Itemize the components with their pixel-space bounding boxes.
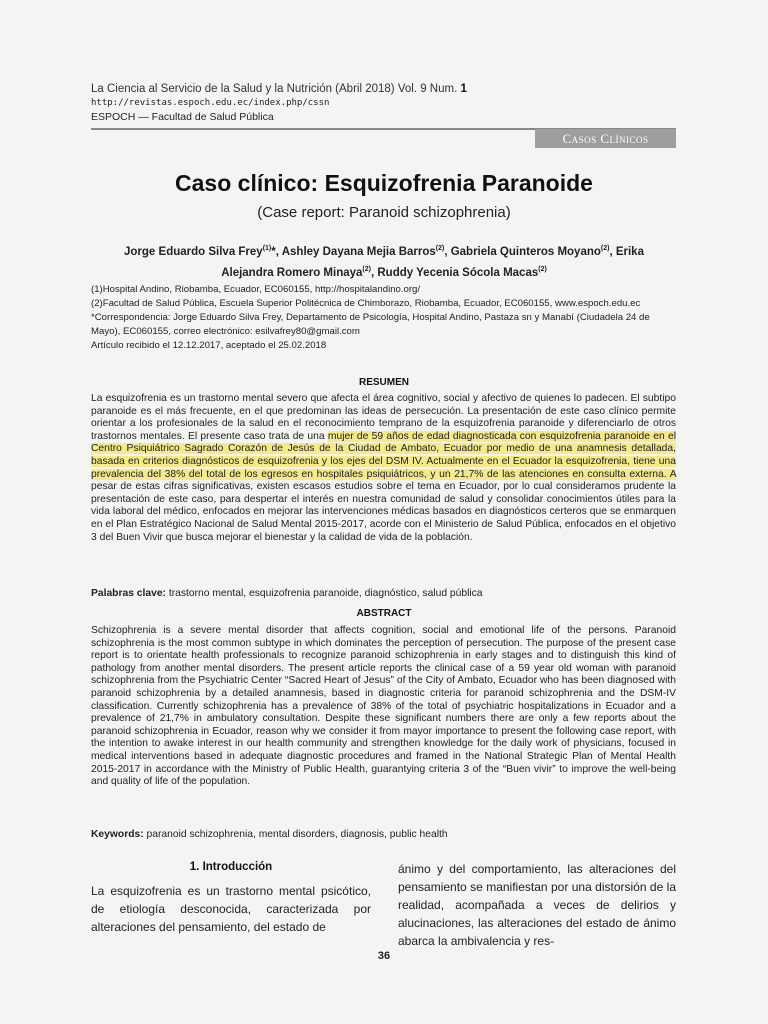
highlighted-text: mujer de 59 años de edad diagnosticada con esquizofrenia paranoide en el Centro Psiquiátrico Sagrado Corazón de Jesús de la Ciudad de Ambato, Ecuador por medio de una anamnesis detallada, basada en criterios diagnósticos de esquizofrenia y los ejes del DSM IV. Actualmente en el Ecuador la esquizofrenia, tiene una prevalencia del 38% del total de los egresos en hospitales psiquiátricos, y un 21,7% de las atenciones en consulta externa. A (91, 430, 676, 480)
article-subtitle: (Case report: Paranoid schizophrenia) (257, 204, 511, 221)
author-affil-mark: (2) (538, 265, 547, 273)
faculty-name: ESPOCH — Facultad de Salud Pública (91, 111, 274, 123)
author-separator: , Erika (609, 245, 644, 258)
affiliation-1: (1)Hospital Andino, Riobamba, Ecuador, EC060155, http://hospitalandino.org/ (91, 284, 421, 295)
page-number: 36 (377, 950, 391, 962)
resumen-body (91, 393, 676, 544)
issue-number: 1 (460, 83, 467, 95)
keywords-es-text: trastorno mental, esquizofrenia paranoide, diagnóstico, salud pública (166, 588, 483, 599)
author-name: Ashley Dayana Mejia Barros (281, 245, 436, 258)
section-tag: Casos Clínicos (535, 129, 676, 148)
author-affil-mark: (2) (600, 245, 610, 252)
intro-heading: 1. Introducción (189, 861, 273, 873)
article-title: Caso clínico: Esquizofrenia Paranoide (175, 170, 593, 196)
resumen-text-start: La esquizofrenia es un trastorno mental severo que afecta el área cognitivo, social y afectivo de quienes lo padecen. El subtipo paranoide es el más frecuente, en el que predominan las ideas de persecución. La presentación de este caso clínico permite orientar a los profesionales de la salud en el reconocimiento temprano de la esquizofrenia paranoide y diferenciarlo de otros trastornos mentales. El presente caso trata de una (91, 393, 676, 442)
author-separator: *, (271, 245, 282, 258)
journal-line: La Ciencia al Servicio de la Salud y la Nutrición (Abril 2018) Vol. 9 Num. (91, 83, 458, 95)
resumen-heading: RESUMEN (358, 377, 409, 388)
keywords-en (91, 829, 676, 840)
keywords-es-label: Palabras clave: (91, 588, 166, 599)
keywords-en-label: Keywords: (91, 829, 144, 840)
author-affil-mark: (2) (362, 265, 371, 273)
journal-url[interactable]: http://revistas.espoch.edu.ec/index.php/cssn (91, 98, 330, 108)
correspondence: *Correspondencia: Jorge Eduardo Silva Frey, Departamento de Psicología, Hospital Andino, Pastaza sn y Manabí (Ciudadela 24 de Mayo), EC060155, correo electrónico: esilvafrey80@gmail.com (91, 312, 650, 337)
author-affil-mark: (2) (435, 245, 445, 252)
author-name: Ruddy Yecenia Sócola Macas (377, 266, 539, 279)
author-name: Jorge Eduardo Silva Frey (124, 245, 263, 258)
intro-left-column: La esquizofrenia es un trastorno mental psicótico, de etiología desconocida, caracterizada por alteraciones del pensamiento, del estado de (91, 884, 371, 934)
affiliations (91, 283, 676, 353)
author-separator: , (444, 245, 451, 258)
abstract-heading: ABSTRACT (356, 608, 412, 619)
article-dates: Artículo recibido el 12.12.2017, aceptado el 25.02.2018 (91, 340, 327, 351)
keywords-en-text: paranoid schizophrenia, mental disorders, diagnosis, public health (143, 829, 448, 840)
journal-header (91, 83, 467, 95)
keywords-es (91, 588, 676, 599)
author-affil-mark: (1) (262, 245, 272, 252)
abstract-body: Schizophrenia is a severe mental disorder that affects cognition, social and emotional life of the persons. Paranoid schizophrenia is the most common subtype in which dominates the perception of persecution. The purpose of the present case report is to orientate health professionals to recognize paranoid schizophrenia in early stages and to distinguish this kind of pathology from another mental disorders. The present article reports the clinical case of a 59 year old woman with paranoid schizophrenia from the Psychiatric Center “Sacred Heart of Jesus” of the City of Ambato, Ecuador who has been diagnosed with paranoid schizophrenia by a detailed anamnesis, based in diagnostic criteria for paranoid schizophrenia and the DSM-IV classification. Currently schizophrenia has a prevalence of 38% of the total of psychiatric hospitalizations in Ecuador and a prevalence of 21,7% in ambulatory consultation. Despite these significant numbers there are only a few reports about the paranoid schizophrenia in Ecuador, reason why we consider it from mayor importance to present the following case report, with the intention to awake interest in our health community and strengthen knowledge for the daily work of physicians, focused in medical interventions based in adequate diagnostic procedures and framed in the National Strategic Plan of Mental Health 2015-2017 in accordance with the Ministry of Public Health, guarantying criteria 3 of the “Buen vivir” to improve the well-being and quality of life of the population. (91, 625, 676, 788)
author-separator: , (370, 266, 378, 279)
intro-right-column: ánimo y del comportamiento, las alteraciones del pensamiento se manifiestan por una distorsión de la realidad, acompañada a veces de delirios y alucinaciones, las alteraciones del estado de ánimo abarca la ambivalencia y res- (398, 862, 676, 948)
author-name: Gabriela Quinteros Moyano (450, 245, 601, 258)
author-name: Alejandra Romero Minaya (221, 266, 363, 279)
author-list (110, 240, 658, 282)
resumen-text-end: pesar de estas cifras significativas, existen escasos estudios sobre el tema en Ecuador, por lo cual consideramos prudente la presentación de este caso, para despertar el interés en nuestra comunidad de salud y consolidar conocimientos útiles para la vida laboral del médico, enfocados en mejorar las intervenciones médicas basados en diagnósticos certeros que se enmarquen en el Plan Estratégico Nacional de Salud Mental 2015-2017, acorde con el Ministerio de Salud Pública, enfocados en el objetivo 3 del Buen Vivir que busca mejorar el bienestar y la calidad de vida de la población. (91, 481, 676, 543)
affiliation-2: (2)Facultad de Salud Pública, Escuela Superior Politécnica de Chimborazo, Riobamba, Ecuador, EC060155, www.espoch.edu.ec (91, 298, 641, 309)
